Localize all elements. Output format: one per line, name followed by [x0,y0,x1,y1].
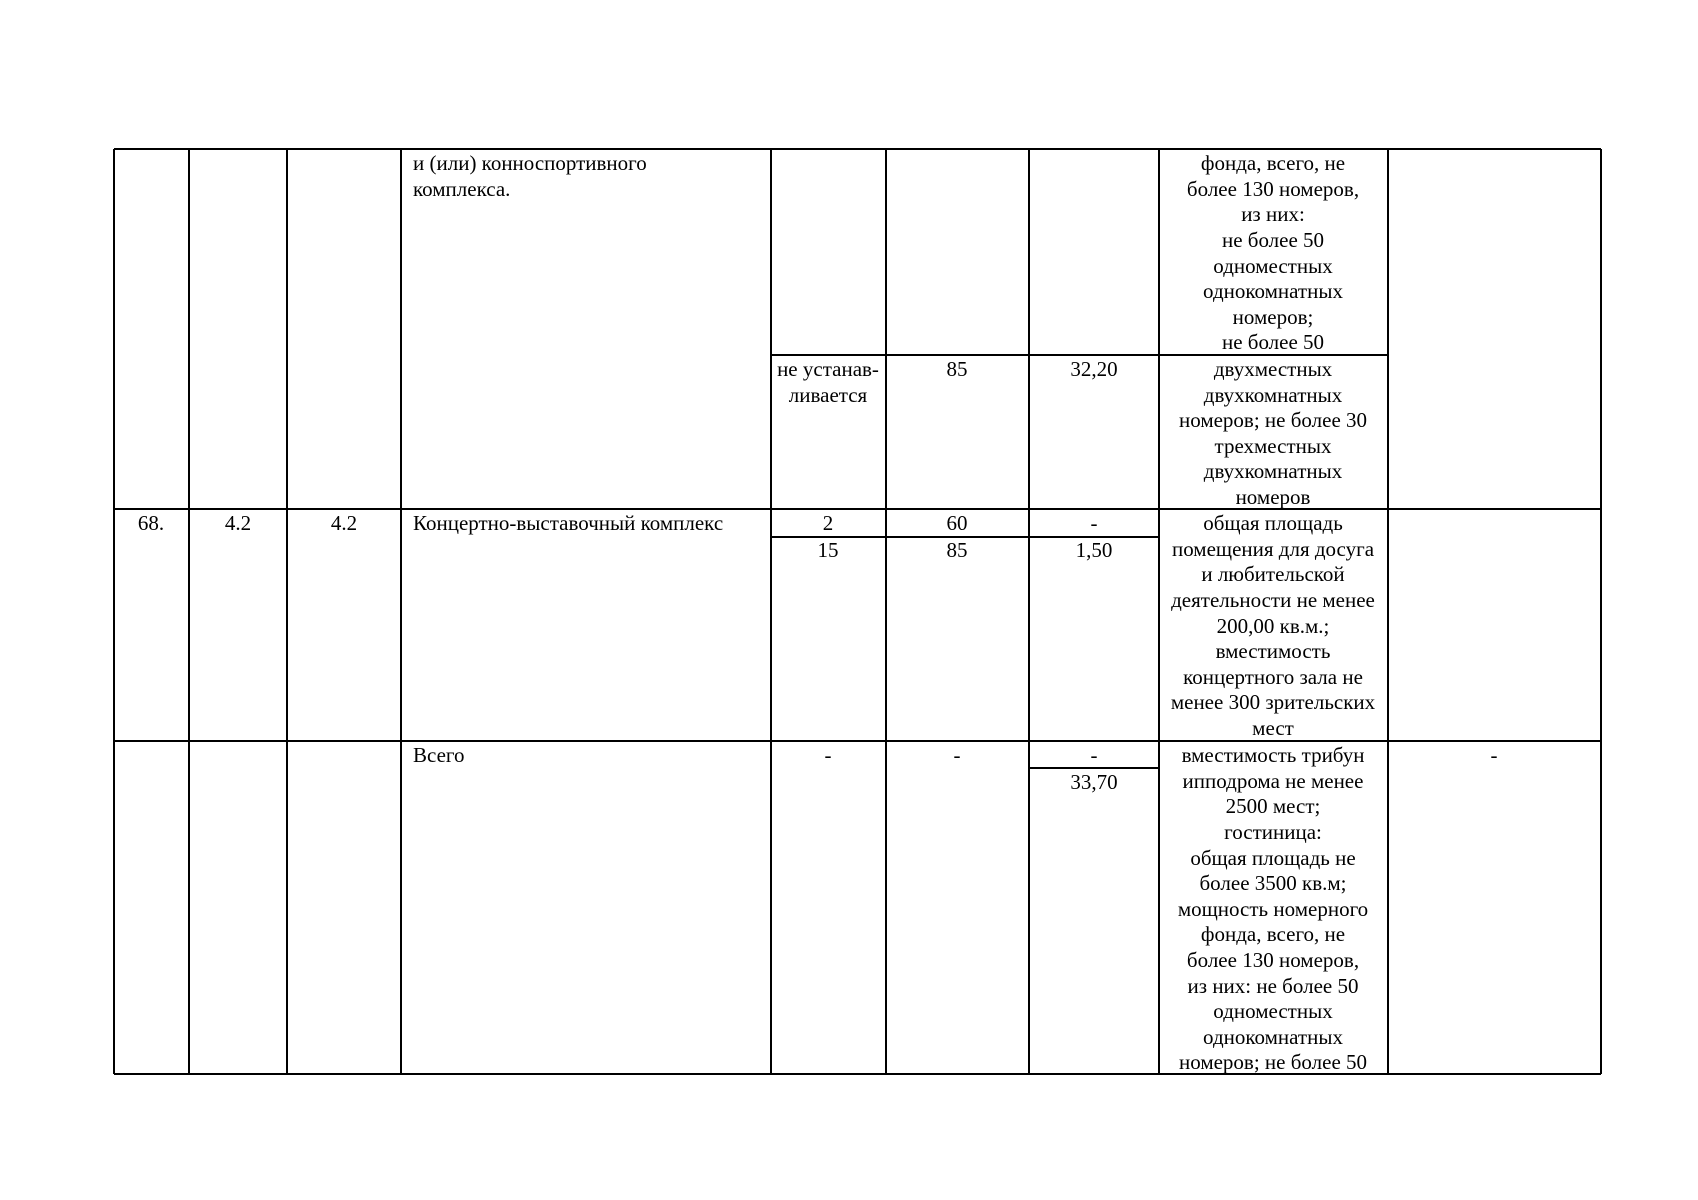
row3-note-line13: номеров; не более 50 [1178,1050,1368,1074]
row2-num: 68. [137,511,165,535]
row2-sub1-b: 60 [946,511,968,535]
row1-note-bottom-line3: номеров; не более 30 [1178,408,1368,432]
row1-name-line1: и (или) конноспортивного [413,151,647,175]
row3-note-line9: более 130 номеров, [1186,948,1360,972]
row3-note-line2: ипподрома не менее [1182,769,1364,793]
row3-note-line11: одноместных [1213,999,1333,1023]
row2-sub1-c: - [1090,511,1098,535]
row2-code2: 4.2 [330,511,358,535]
row3-last: - [1490,743,1498,767]
row3-sub1-b: - [953,743,961,767]
row3-sub1-c: - [1090,743,1098,767]
row2-note-line8: менее 300 зрительских [1170,690,1376,714]
row3-name: Всего [413,743,465,767]
row1-note-top-line3: из них: [1241,202,1305,226]
row1-sub2-c: 32,20 [1070,357,1118,381]
row1-note-bottom-line6: номеров [1235,485,1311,509]
row1-sub2-a-line2: ливается [788,383,868,407]
row3-note-line7: мощность номерного [1177,897,1369,921]
row1-note-top-line2: более 130 номеров, [1186,177,1360,201]
row1-note-bottom-line5: двухкомнатных [1203,459,1343,483]
row2-sub2-b: 85 [946,538,968,562]
row3-note-line5: общая площадь не [1190,846,1356,870]
row2-sub1-a: 2 [822,511,834,535]
row3-note-line10: из них: не более 50 [1187,974,1359,998]
row3-note-line3: 2500 мест; [1225,794,1321,818]
row3-note-line4: гостиница: [1224,820,1322,844]
row2-sub2-a: 15 [817,538,839,562]
row2-note-line9: мест [1252,716,1294,740]
row1-note-top-line7: номеров; [1232,305,1314,329]
row1-sub2-b: 85 [946,357,968,381]
row2-code1: 4.2 [224,511,252,535]
row2-note-line4: деятельности не менее [1171,588,1375,612]
row2-note-line5: 200,00 кв.м.; [1216,614,1330,638]
row3-sub2-c: 33,70 [1070,770,1118,794]
row2-note-line3: и любительской [1201,562,1345,586]
row1-note-top-line1: фонда, всего, не [1200,151,1346,175]
row1-note-top-line6: однокомнатных [1203,279,1343,303]
row2-name: Концертно-выставочный комплекс [413,511,724,535]
row3-sub1-a: - [824,743,832,767]
row3-note-line1: вместимость трибун [1181,743,1365,767]
row1-name-line2: комплекса. [413,177,511,201]
row2-note-line2: помещения для досуга [1171,537,1375,561]
row3-note-line12: однокомнатных [1203,1025,1343,1049]
row3-note-line6: более 3500 кв.м; [1199,871,1347,895]
row1-note-top-line4: не более 50 [1221,228,1325,252]
row1-note-bottom-line1: двухместных [1213,357,1333,381]
row1-note-top-line5: одноместных [1213,254,1333,278]
row1-note-bottom-line2: двухкомнатных [1203,383,1343,407]
row2-sub2-c: 1,50 [1075,538,1113,562]
row1-note-bottom-line4: трехместных [1214,434,1332,458]
row1-sub2-a-line1: не устанав- [777,357,879,381]
row2-note-line7: концертного зала не [1183,665,1363,689]
row2-note-line6: вместимость [1215,639,1331,663]
row2-note-line1: общая площадь [1203,511,1343,535]
row3-note-line8: фонда, всего, не [1200,922,1346,946]
row1-note-top-line8: не более 50 [1221,330,1325,354]
